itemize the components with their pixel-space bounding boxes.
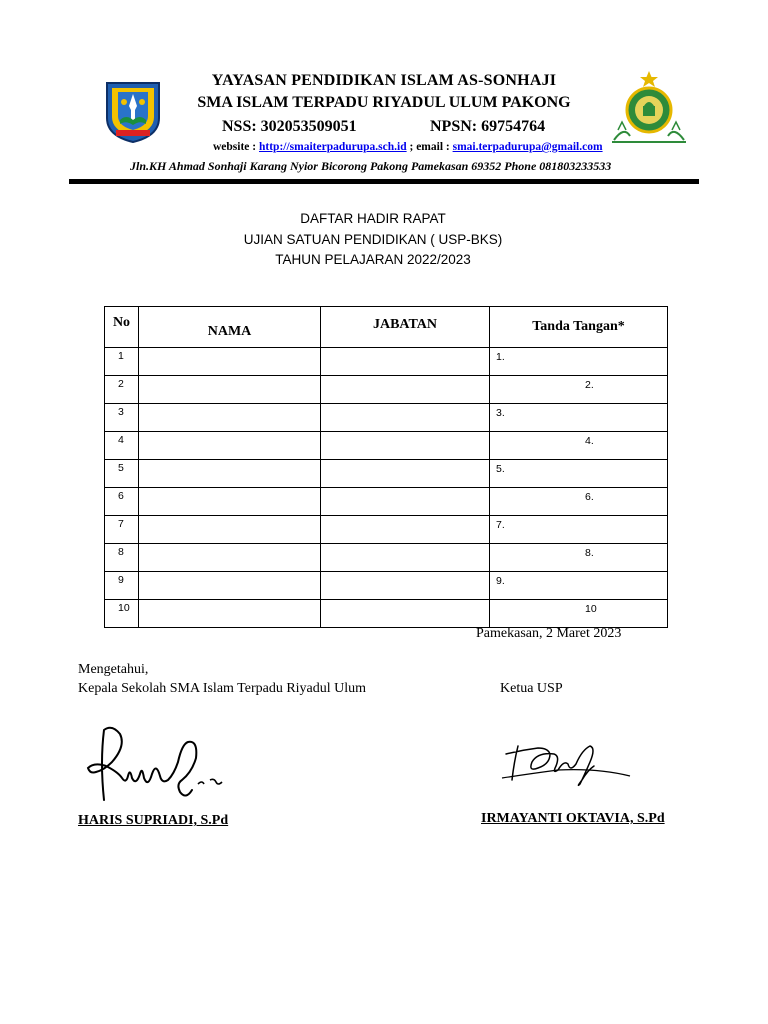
acknowledged-label: Mengetahui, [78, 662, 149, 677]
attendance-table [104, 306, 668, 628]
name-cell[interactable] [139, 516, 321, 544]
signature-cell[interactable] [490, 348, 668, 376]
row-number: 4 [105, 432, 139, 460]
signature-slot-number: 3. [496, 407, 505, 419]
signature-cell[interactable] [490, 460, 668, 488]
name-cell[interactable] [139, 600, 321, 628]
npsn-number: NPSN: 69754764 [430, 118, 546, 135]
school-name: SMA ISLAM TERPADU RIYADUL ULUM PAKONG [197, 94, 571, 111]
position-cell[interactable] [321, 572, 490, 600]
document-subtitle: UJIAN SATUAN PENDIDIKAN ( USP-BKS) [243, 232, 503, 247]
row-number: 10 [105, 600, 139, 628]
row-number: 7 [105, 516, 139, 544]
email-label: ; email : [409, 141, 450, 153]
table-row [105, 404, 668, 432]
signature-cell[interactable] [490, 544, 668, 572]
signature-cell[interactable] [490, 600, 668, 628]
table-row [105, 376, 668, 404]
signature-cell[interactable] [490, 432, 668, 460]
name-cell[interactable] [139, 376, 321, 404]
row-number: 9 [105, 572, 139, 600]
row-number: 1 [105, 348, 139, 376]
row-number: 5 [105, 460, 139, 488]
name-cell[interactable] [139, 572, 321, 600]
signature-cell[interactable] [490, 488, 668, 516]
table-row [105, 516, 668, 544]
table-row [105, 600, 668, 628]
foundation-name: YAYASAN PENDIDIKAN ISLAM AS-SONHAJI [211, 72, 557, 89]
position-cell[interactable] [321, 460, 490, 488]
header-name: NAMA [139, 307, 321, 348]
signature-slot-number: 6. [585, 491, 594, 503]
name-cell[interactable] [139, 348, 321, 376]
name-cell[interactable] [139, 404, 321, 432]
header-no: No [105, 307, 139, 348]
signature-cell[interactable] [490, 572, 668, 600]
signature-slot-number: 1. [496, 351, 505, 363]
signature-cell[interactable] [490, 404, 668, 432]
signature-slot-number: 5. [496, 463, 505, 475]
name-cell[interactable] [139, 488, 321, 516]
table-row [105, 348, 668, 376]
principal-name: HARIS SUPRIADI, S.Pd [78, 813, 229, 828]
signature-cell[interactable] [490, 376, 668, 404]
place-date: Pamekasan, 2 Maret 2023 [476, 626, 622, 641]
contact-line [213, 141, 603, 153]
row-number: 6 [105, 488, 139, 516]
website-link[interactable]: http://smaiterpadurupa.sch.id [259, 141, 407, 153]
signature-slot-number: 8. [585, 547, 594, 559]
header-signature: Tanda Tangan* [490, 307, 668, 348]
name-cell[interactable] [139, 460, 321, 488]
signature-cell[interactable] [490, 516, 668, 544]
table-row [105, 488, 668, 516]
row-number: 8 [105, 544, 139, 572]
website-label: website : [213, 141, 257, 153]
table-row [105, 572, 668, 600]
signature-slot-number: 4. [585, 435, 594, 447]
signature-slot-number: 10 [585, 603, 597, 615]
header-divider [69, 179, 699, 184]
school-address: Jln.KH Ahmad Sonhaji Karang Nyior Bicorong Pakong Pamekasan 69352 Phone 081803233533 [130, 159, 612, 173]
table-header-row [105, 307, 668, 348]
position-cell[interactable] [321, 432, 490, 460]
position-cell[interactable] [321, 376, 490, 404]
table-row [105, 432, 668, 460]
position-cell[interactable] [321, 488, 490, 516]
principal-title: Kepala Sekolah SMA Islam Terpadu Riyadul Ulum [78, 681, 367, 696]
signature-slot-number: 2. [585, 379, 594, 391]
document-year: TAHUN PELAJARAN 2022/2023 [275, 252, 471, 267]
position-cell[interactable] [321, 404, 490, 432]
principal-signature [82, 722, 232, 810]
signature-slot-number: 9. [496, 575, 505, 587]
position-cell[interactable] [321, 516, 490, 544]
chair-signature [498, 740, 634, 790]
header-position: JABATAN [321, 307, 490, 348]
table-row [105, 544, 668, 572]
position-cell[interactable] [321, 600, 490, 628]
document-title: DAFTAR HADIR RAPAT [300, 211, 446, 226]
chair-title: Ketua USP [500, 681, 563, 696]
table-row [105, 460, 668, 488]
position-cell[interactable] [321, 348, 490, 376]
row-number: 3 [105, 404, 139, 432]
name-cell[interactable] [139, 544, 321, 572]
position-cell[interactable] [321, 544, 490, 572]
name-cell[interactable] [139, 432, 321, 460]
nss-number: NSS: 302053509051 [222, 118, 357, 135]
signature-slot-number: 7. [496, 519, 505, 531]
row-number: 2 [105, 376, 139, 404]
chair-name: IRMAYANTI OKTAVIA, S.Pd [481, 811, 665, 826]
email-link[interactable]: smai.terpadurupa@gmail.com [452, 141, 603, 153]
